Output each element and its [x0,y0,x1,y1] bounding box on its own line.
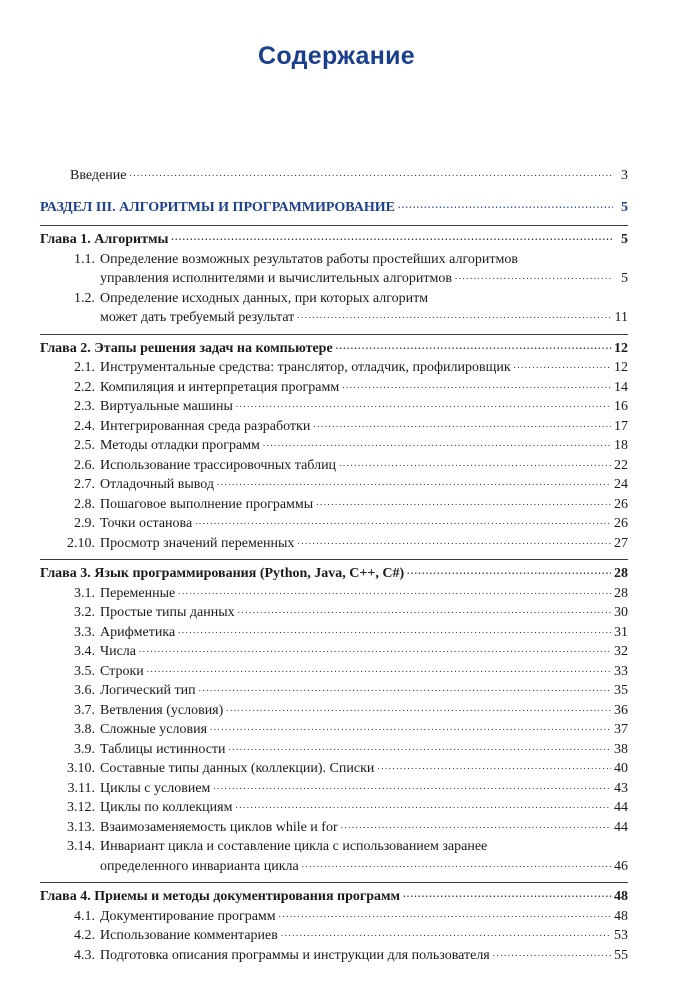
toc-entry-title: Методы отладки программ [100,438,260,453]
toc-entry-title: определенного инварианта цикла [100,858,299,874]
toc-page-number: 5 [621,232,628,247]
toc-entry-number: 1.2. [74,290,95,306]
toc-entry-title: Взаимозаменяемость циклов while и for [100,819,338,835]
toc-entry-title: Составные типы данных (коллекции). Списки [100,761,375,776]
toc-entry-number: 4.1. [74,908,95,924]
toc-page-number: 18 [614,438,628,453]
toc-entry-number: 3.12. [67,800,95,815]
toc-page-number: 26 [614,516,628,531]
toc-page-number: 31 [614,624,628,640]
dot-leader [297,531,611,552]
toc-entry-number: 2.8. [74,496,95,512]
dot-leader [199,678,611,699]
dot-leader [139,639,611,660]
toc-entry-title: Определение возможных результатов работы простейших алгоритмов [100,251,518,267]
toc-entry [40,946,628,966]
toc-page-number: 28 [614,566,628,581]
dot-leader [403,884,611,905]
dot-leader [129,163,613,184]
toc-page-number: 33 [614,663,628,679]
toc-page-number: 12 [614,340,628,356]
toc-page-number: 36 [614,702,628,718]
dot-leader [313,414,611,435]
dot-leader [213,776,611,797]
toc-entry-title: Определение исходных данных, при которых алгоритм [100,290,429,306]
dot-leader [147,659,611,680]
toc-entry [40,534,628,554]
toc-entry-introduction [70,166,628,186]
toc-entry-title: Инструментальные средства: транслятор, отладчик, профилировщик [100,360,511,375]
toc-entry-title: Простые типы данных [100,605,235,620]
toc-entry-title: Введение [70,168,127,183]
dot-leader [263,433,611,454]
toc-page-number: 48 [614,889,628,904]
toc-chapter-heading [40,230,628,250]
toc-entry-number: 3.8. [74,722,95,737]
toc-page-number: 38 [614,741,628,757]
toc-section-heading [40,198,628,218]
toc-page-number: 46 [614,858,628,874]
toc-page-number: 43 [614,780,628,796]
toc-page-number: 27 [614,535,628,551]
toc-entry-number: 3.10. [67,761,95,776]
toc-entry-number: 2.3. [74,399,95,414]
toc-entry-title: Ветвления (условия) [100,702,224,718]
toc-page-number: 44 [614,800,628,815]
dot-leader [238,600,611,621]
toc-entry-title: Циклы с условием [100,780,211,796]
toc-entry-number: 3.2. [74,605,95,620]
toc-entry-title: Таблицы истинности [100,741,226,757]
toc-entry-number: 2.10. [67,535,95,551]
dot-leader [455,266,613,287]
toc-entry [40,818,628,838]
dot-leader [217,472,611,493]
section-title: РАЗДЕЛ III. АЛГОРИТМЫ И ПРОГРАММИРОВАНИЕ [40,199,395,215]
dot-leader [339,453,611,474]
toc-page-number: 32 [614,644,628,659]
chapter-divider [40,559,628,560]
toc-page-number: 11 [614,310,628,325]
toc-entry-title: Числа [100,644,137,659]
dot-leader [171,227,613,248]
toc-entry-number: 2.4. [74,418,95,434]
toc-entry-continuation [40,308,628,328]
toc-entry-title: Строки [100,663,144,679]
toc-entry-number: 3.14. [67,839,95,854]
toc-entry-title: Переменные [100,585,176,601]
toc-page-number: 48 [614,908,628,924]
toc-page-number: 55 [614,947,628,963]
toc-entry-title: Виртуальные машины [100,399,233,414]
toc-page-number: 12 [614,360,628,375]
toc-entry-title: Логический тип [100,683,196,698]
toc-entry-number: 3.1. [74,585,95,601]
toc-entry-number: 3.6. [74,683,95,698]
toc-page-number: 40 [614,761,628,776]
dot-leader [226,698,611,719]
dot-leader [195,511,611,532]
toc-entry-number: 2.1. [74,360,95,375]
dot-leader [210,717,611,738]
toc-entry-title: Инвариант цикла и составление цикла с использованием заранее [100,839,488,854]
dot-leader [407,561,611,582]
toc-entry-continuation [40,857,628,877]
toc-entry-number: 3.7. [74,702,95,718]
chapter-divider [40,225,628,226]
toc-entry-number: 4.3. [74,947,95,963]
toc-entry-title: Подготовка описания программы и инструкции для пользователя [100,947,490,963]
chapter-title: Глава 2. Этапы решения задач на компьютере [40,340,333,356]
toc-entry-number: 2.6. [74,457,95,473]
chapter-title: Глава 3. Язык программирования (Python, Java, C++, C#) [40,566,405,581]
toc-entry-title: Компиляция и интерпретация программ [100,379,340,395]
toc-page-number: 35 [614,683,628,698]
toc-entry-number: 2.5. [74,438,95,453]
chapter-divider [40,334,628,335]
chapter-divider [40,882,628,883]
toc-entry-number: 3.4. [74,644,95,659]
toc-page-number: 22 [614,457,628,473]
toc-page-number: 26 [614,496,628,512]
dot-leader [342,375,611,396]
toc-page-number: 37 [614,722,628,737]
chapter-title: Глава 4. Приемы и методы документирования программ [40,889,401,904]
toc-entry-number: 2.9. [74,516,95,531]
table-of-contents [40,166,628,965]
toc-page-number: 24 [614,477,628,492]
toc-entry-title: управления исполнителями и вычислительных алгоритмов [100,271,452,286]
toc-entry-number: 3.13. [67,819,95,835]
toc-entry-title: Использование трассировочных таблиц [100,457,337,473]
toc-entry-title: Интегрированная среда разработки [100,418,311,434]
dot-leader [514,355,611,376]
toc-page-number: 3 [621,168,628,183]
dot-leader [281,923,611,944]
toc-entry-title: Документирование программ [100,908,276,924]
dot-leader [297,305,611,326]
chapters-list [40,225,628,965]
dot-leader [377,756,611,777]
toc-page-number: 53 [614,928,628,943]
page-title: Содержание [257,42,416,70]
dot-leader [178,581,611,602]
toc-entry-title: Арифметика [100,624,176,640]
dot-leader [235,795,611,816]
toc-entry-number: 3.5. [74,663,95,679]
dot-leader [302,854,611,875]
toc-entry-number: 3.3. [74,624,95,640]
dot-leader [341,815,611,836]
dot-leader [236,394,611,415]
toc-entry-title: Циклы по коллекциям [100,800,233,815]
toc-entry-title: Просмотр значений переменных [100,535,295,551]
toc-page-number: 14 [614,379,628,395]
toc-entry-title: может дать требуемый результат [100,310,295,325]
chapter-title: Глава 1. Алгоритмы [40,232,169,247]
toc-entry-number: 3.11. [67,780,95,796]
dot-leader [279,904,611,925]
toc-page-number: 5 [621,199,628,215]
toc-page-number: 28 [614,585,628,601]
toc-page-number: 44 [614,819,628,835]
dot-leader [493,943,611,964]
toc-entry-number: 3.9. [74,741,95,757]
toc-entry-number: 4.2. [74,928,95,943]
toc-page-number: 17 [614,418,628,434]
dot-leader [229,737,611,758]
toc-page-number: 5 [621,271,628,286]
dot-leader [178,620,611,641]
toc-entry-number: 1.1. [74,251,95,267]
toc-entry-number: 2.2. [74,379,95,395]
toc-page-number: 30 [614,605,628,620]
toc-entry-title: Точки останова [100,516,193,531]
toc-entry-title: Использование комментариев [100,928,278,943]
dot-leader [398,195,613,216]
dot-leader [336,336,611,357]
toc-page-number: 16 [614,399,628,414]
dot-leader [316,492,611,513]
toc-entry-title: Пошаговое выполнение программы [100,496,314,512]
toc-entry-continuation [40,269,628,289]
toc-entry-number: 2.7. [74,477,95,492]
toc-entry-title: Сложные условия [100,722,208,737]
toc-entry-title: Отладочный вывод [100,477,215,492]
